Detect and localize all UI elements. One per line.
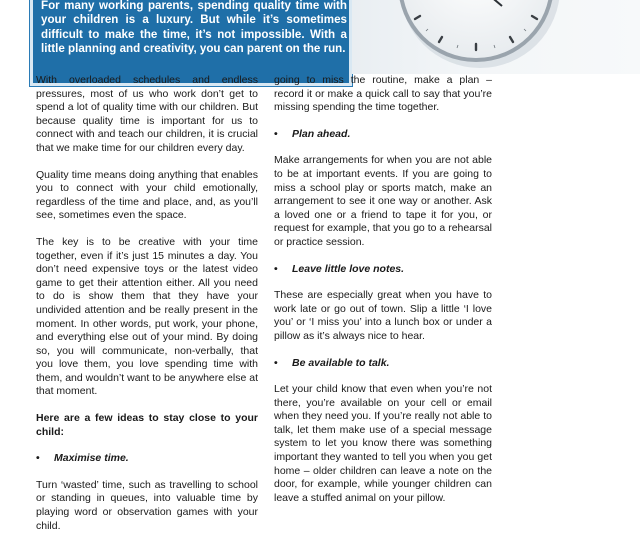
left-column [36, 74, 258, 546]
bullet-heading: Leave little love notes. [292, 262, 405, 275]
wall-clock-icon [352, 0, 640, 74]
bullet-available-to-talk [274, 357, 492, 371]
bullet-heading: Be available to talk. [292, 356, 390, 369]
right-paragraph-1: going to miss the routine, make a plan – record it or make a quick call to say that you’re missing spending the time together. [274, 74, 492, 114]
right-column [274, 74, 492, 518]
bullet-dot: • [274, 356, 278, 369]
clock-photo [352, 0, 640, 74]
bullet-heading: Plan ahead. [292, 127, 351, 140]
bullet-plan-ahead [274, 128, 492, 142]
bullet-dot: • [274, 127, 278, 140]
intro-banner-text: For many working parents, spending quality time with your children is a luxury. But while it’s sometimes difficult to make the time, it’s not impossible. With a little planning and creativity, you can parent on the run. [41, 0, 347, 56]
left-paragraph-3: The key is to be creative with your time together, even if it’s just 15 minutes a day. You don’t need expensive toys or the latest video game to get their attention either. All you need to do is show them that they have your undivided attention and be really present in the moment. In other words, put work, your phone, and everything else out of your mind. By doing so, you will communicate, non-verbally, that you love them, you love spending time with them, and wouldn’t want to be anywhere else at that moment. [36, 235, 258, 398]
left-paragraph-4: Turn ‘wasted’ time, such as travelling to school or standing in queues, into valuable time by playing word or observation games with your child. [36, 478, 258, 532]
ideas-intro: Here are a few ideas to stay close to your child: [36, 412, 258, 438]
right-paragraph-4: Let your child know that even when you’re not there, you’re available on your cell or email when they need you. If you’re really not able to talk, let them make use of a special message system to let you know there was something important they wanted to tell you when you get home – older children can leave a note on the door, for example, while younger children can leave a stuffed animal on your pillow. [274, 383, 492, 504]
bullet-love-notes [274, 263, 492, 277]
bullet-dot: • [36, 452, 40, 465]
right-paragraph-3: These are especially great when you have to work late or go out of town. Slip a little ‘I love you’ or ‘I miss you’ into a lunch box or under a pillow as it’s always nice to hear. [274, 289, 492, 342]
right-paragraph-2: Make arrangements for when you are not able to be at important events. If you are going to miss a school play or sports match, make an arrangement to see it one way or another. Ask a loved one or a friend to tape it for you, or request for example, that you go to a rehearsal or practice session. [274, 154, 492, 248]
bullet-maximise-time [36, 452, 258, 466]
bullet-dot: • [274, 262, 278, 275]
left-paragraph-2: Quality time means doing anything that enables you to connect with your child emotionally, regardless of the time and place, and, as you’ll see, sometimes even the space. [36, 168, 258, 222]
bullet-heading: Maximise time. [54, 452, 129, 465]
left-paragraph-1: With overloaded schedules and endless pressures, most of us who work don’t get to spend a lot of quality time with our children. But because quality time is important for us to connect with and teach our children, it is crucial that we make time for our children every day. [36, 74, 258, 154]
